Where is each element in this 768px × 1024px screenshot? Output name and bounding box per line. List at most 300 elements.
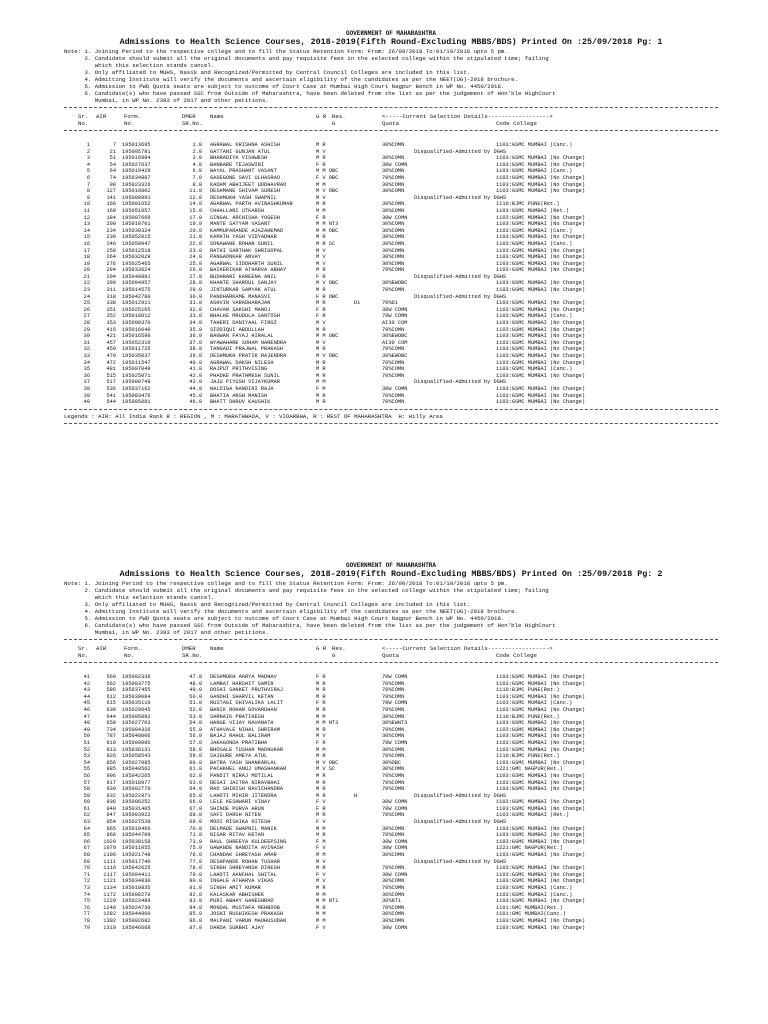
table-row (64, 793, 718, 800)
cell-2: 195002770 (122, 786, 151, 793)
cell-1: 1070 (103, 845, 116, 852)
cell-1: 169 (106, 207, 116, 214)
cell-0: 4 (86, 161, 90, 168)
cell-7: 30%COMN (382, 240, 405, 247)
cell-1: 787 (106, 733, 116, 740)
cell-4: HANGE VIJAY NAVANATH (210, 720, 274, 727)
cell-3: 37.0 (189, 339, 202, 346)
cell-2: 195052319 (122, 339, 151, 346)
header-res: Res. (332, 645, 346, 652)
cell-2: 195034887 (122, 174, 151, 181)
cell-1: 74 (109, 174, 116, 181)
cell-1: 184 (106, 214, 116, 221)
cell-0: 36 (83, 372, 90, 379)
cell-0: 70 (83, 865, 90, 872)
header-form: Form. (124, 645, 142, 652)
cell-8: 1103:GSMC MUMBAI (Canc.) (496, 891, 573, 898)
cell-3: 26.0 (189, 267, 202, 274)
cell-5: M M NT1 (316, 898, 339, 905)
table-row (64, 346, 718, 353)
cell-3: 6.0 (192, 168, 202, 175)
cell-8: 1103:GSMC MUMBAI (No Change) (496, 739, 586, 746)
cell-2: 195009086 (122, 739, 151, 746)
note-text: which this selection stands cancel. (84, 594, 215, 601)
cell-0: 12 (83, 214, 90, 221)
cell-4: DESHMUKH PRATIK RAJENDRA (210, 353, 287, 359)
cell-5: M R (316, 234, 326, 241)
cell-5: F V (316, 799, 326, 806)
table-row (64, 379, 718, 386)
cell-5: F V (316, 819, 326, 826)
cell-0: 30 (83, 333, 90, 340)
cell-5: M R (316, 142, 326, 148)
cell-0: 68 (83, 852, 90, 859)
table-row (64, 261, 718, 268)
cell-4: KADAM ABHIJEET UDDHAVRAO (210, 181, 287, 188)
cell-0: 10 (83, 201, 90, 208)
cell-0: 38 (83, 385, 90, 392)
cell-7: 70%COMN (382, 399, 405, 406)
cell-2: 195002682 (122, 917, 151, 924)
note-text: which this selection stands cancel. (84, 62, 215, 69)
cell-1: 472 (106, 359, 116, 366)
cell-4: GADEGONE SAVI ULHASRAO (210, 174, 280, 181)
table-header (64, 113, 718, 127)
cell-4: SINGAL ARCHISHA YOGESH (210, 214, 280, 221)
cell-8: 1103:GSMC MUMBAI (No Change) (496, 346, 586, 353)
cell-0: 43 (83, 687, 90, 694)
cell-5: M V (316, 194, 326, 201)
cell-0: 2 (86, 148, 90, 155)
cell-7: 30%COMN (382, 155, 405, 162)
cell-7: 30%COMN (382, 221, 405, 228)
cell-4: SINGH AMIT KUMAR (210, 885, 261, 891)
cell-5: M V (316, 733, 326, 740)
cell-1: 415 (106, 326, 116, 333)
cell-8: 1103:GSMC MUMBAI (No Change) (496, 733, 586, 740)
cell-5: M R (316, 372, 326, 379)
cell-5: M R SC (316, 240, 336, 247)
cell-5: F R (316, 700, 326, 707)
cell-1: 481 (106, 366, 116, 373)
cell-2: 195011055 (122, 845, 151, 852)
cell-4: NALDIGA NANDINI RAJA (210, 385, 274, 392)
cell-0: 46 (83, 706, 90, 713)
cell-5: M V (316, 254, 326, 261)
cell-1: 517 (106, 379, 116, 386)
cell-8: 1103:GSMC MUMBAI (No Change) (496, 399, 586, 406)
cell-7: 30W COMN (382, 214, 408, 221)
cell-2: 195042265 (122, 772, 151, 779)
cell-8: 1103:GSMC MUMBAI (Ret.) (496, 812, 570, 819)
cell-0: 66 (83, 838, 90, 845)
table-row (64, 300, 718, 307)
cell-5: M V (316, 878, 326, 885)
header-quota: Quota (382, 652, 400, 659)
government-header: GOVERNMENT OF MAHARASHTRA (345, 30, 436, 37)
cell-8: 1103:GSMC MUMBAI (No Change) (496, 898, 586, 905)
cell-8: 1103:GSMC MUMBAI (No Change) (496, 680, 586, 687)
cell-7: 70%COMN (382, 812, 405, 819)
cell-6: D1 (354, 300, 361, 307)
cell-0: 57 (83, 779, 90, 786)
cell-8: 1103:GSMC MUMBAI (No Change) (496, 726, 586, 733)
cell-0: 1 (86, 142, 90, 148)
note-text: Mumbai, in WP No. 2393 of 2017 and other petitions. (84, 97, 269, 104)
cell-1: 947 (106, 812, 116, 819)
cell-7: 70W COMN (382, 739, 408, 746)
cell-1: 1106 (103, 852, 116, 859)
cell-4: LAMBAT HARSHIT SAMIR (210, 680, 274, 687)
cell-4: KALASKAR ABHISHEK (210, 891, 265, 898)
cell-5: M R (316, 904, 326, 911)
cell-4: PANGAONKAR ANVAY (210, 254, 261, 261)
cell-5: M R (316, 366, 326, 373)
cell-1: 810 (106, 739, 116, 746)
cell-1: 1172 (103, 891, 116, 898)
cell-8: 1103:GSMC MUMBAI (No Change) (496, 852, 586, 859)
cell-1: 264 (106, 254, 116, 261)
cell-4: LAHOTI MIHIR JITENDRA (210, 792, 277, 799)
cell-4: BANBARE TEJASWINI (210, 161, 265, 168)
cell-5: M M OBC (316, 227, 339, 234)
cell-8: 1103:GSMC MUMBAI (No Change) (496, 280, 586, 287)
cell-8: Disqualified-Admitted by DGHS (414, 379, 507, 386)
cell-8: 1103:GSMC MUMBAI (No Change) (496, 917, 586, 924)
cell-1: 917 (106, 779, 116, 786)
note-text: 5. Admission to PWD Quota seats are subject to outcome of Court Case at Mumbai High Court Nagpur Bench in WP No. 4450/2018. (84, 83, 505, 90)
table-row (64, 182, 718, 189)
cell-7: 70%COMN (382, 346, 405, 353)
cell-4: MONDAL MUSTAFA MEHBOOB (210, 904, 280, 911)
cell-1: 21 (109, 148, 116, 155)
cell-8: Disqualified-Admitted by DGHS (414, 858, 507, 865)
cell-1: 421 (106, 333, 116, 340)
cell-2: 195044709 (122, 832, 151, 839)
cell-5: M R (316, 786, 326, 793)
cell-5: M M (316, 181, 326, 188)
cell-3: 56.0 (189, 733, 202, 740)
cell-2: 195037455 (122, 687, 151, 694)
cell-5: M M OBC (316, 333, 339, 340)
note-line (64, 629, 718, 636)
cell-7: 30%COMN (382, 227, 405, 234)
cell-1: 259 (106, 247, 116, 254)
cell-5: M R (316, 155, 326, 162)
cell-3: 11.0 (189, 188, 202, 195)
table-row (64, 832, 718, 839)
header-college: Code College (496, 652, 537, 659)
table-row (64, 885, 718, 892)
cell-0: 51 (83, 739, 90, 746)
cell-0: 60 (83, 799, 90, 806)
table-row (64, 313, 718, 320)
cell-5: F R (316, 674, 326, 680)
cell-8: 1103:GSMC MUMBAI (No Change) (496, 832, 586, 839)
cell-5: M V SC (316, 766, 336, 773)
cell-4: BHATT DHRUV KAUSHIK (210, 399, 271, 406)
table-row (64, 780, 718, 787)
cell-5: M V (316, 320, 326, 327)
cell-7: 30W COMN (382, 871, 408, 878)
table-row (64, 687, 718, 694)
cell-7: 30W COMN (382, 845, 408, 852)
cell-5: M M (316, 746, 326, 753)
cell-8: Disqualified-Admitted by DGHS (414, 273, 507, 280)
cell-0: 55 (83, 766, 90, 773)
cell-0: 17 (83, 247, 90, 254)
cell-2: 195027085 (122, 759, 151, 766)
cell-3: 32.0 (189, 306, 202, 313)
table-row (64, 799, 718, 806)
header-dmer: SR.No. (182, 120, 203, 127)
cell-3: 50.0 (189, 693, 202, 700)
table-row (64, 878, 718, 885)
table-row (64, 208, 718, 215)
cell-3: 42.0 (189, 372, 202, 379)
cell-4: DESHMANE SHIVAM SURESH (210, 188, 280, 195)
header-air: AIR (96, 113, 107, 120)
cell-2: 195002336 (122, 674, 151, 680)
cell-5: M M (316, 379, 326, 386)
cell-5: M M (316, 891, 326, 898)
cell-4: BHARADIYA VISHWESH (210, 155, 268, 162)
cell-0: 75 (83, 898, 90, 905)
cell-7: 30%COMN (382, 825, 405, 832)
cell-5: M R (316, 753, 326, 760)
table-row (64, 859, 718, 866)
cell-6: H (354, 792, 358, 799)
cell-4: CHAVAN SAKSHI MANOJ (210, 306, 271, 313)
cell-2: 195049562 (122, 766, 151, 773)
cell-8: 1103:GSMC MUMBAI (No Change) (496, 181, 586, 188)
cell-2: 195025465 (122, 260, 151, 267)
cell-4: JOSHI RUSHIKESH PRAKASH (210, 911, 284, 918)
table-row (64, 142, 718, 149)
table-row (64, 694, 718, 701)
note-line (64, 55, 718, 62)
cell-1: 1020 (103, 838, 116, 845)
cell-0: 52 (83, 746, 90, 753)
cell-3: 1.0 (192, 142, 202, 148)
cell-5: M R (316, 680, 326, 687)
cell-3: 25.0 (189, 260, 202, 267)
cell-8: Disqualified-Admitted by DGHS (414, 293, 507, 300)
cell-1: 457 (106, 339, 116, 346)
cell-4: BARIK ROHAN GOVARDHAN (210, 706, 277, 713)
cell-3: 46.0 (189, 399, 202, 406)
cell-5: M M (316, 911, 326, 918)
cell-2: 195000370 (122, 320, 151, 327)
cell-4: DESHMUKH YASH SWAPNIL (210, 194, 277, 201)
cell-4: BAIKERIKAR ATHARVA ABHAY (210, 267, 287, 274)
cell-7: 30W COMN (382, 385, 408, 392)
cell-4: JAJU PIYUSH VIJAYKUMAR (210, 379, 280, 386)
cell-5: M R (316, 832, 326, 839)
cell-2: 195004411 (122, 871, 151, 878)
cell-5: M R (316, 300, 326, 307)
table-row (64, 175, 718, 182)
table-row (64, 760, 718, 767)
cell-2: 195004326 (122, 726, 151, 733)
cell-0: 73 (83, 885, 90, 891)
table-row (64, 366, 718, 373)
cell-5: M R (316, 359, 326, 366)
cell-4: JINTURKAR SAMYAK ATUL (210, 287, 277, 294)
cell-2: 195011726 (122, 346, 151, 353)
cell-2: 195058543 (122, 753, 151, 760)
cell-1: 541 (106, 392, 116, 399)
table-row (64, 228, 718, 235)
table-row (64, 280, 718, 287)
cell-3: 41.0 (189, 366, 202, 373)
table-row (64, 773, 718, 780)
cell-3: 3.0 (192, 155, 202, 162)
cell-1: 51 (109, 155, 116, 162)
cell-5: F M (316, 385, 326, 392)
cell-1: 311 (106, 287, 116, 294)
cell-7: 30%COMN (382, 852, 405, 859)
cell-7: 30W COMN (382, 161, 408, 168)
table-row (64, 353, 718, 360)
cell-2: 195018012 (122, 313, 151, 320)
cell-8: 1103:GSMC MUMBAI (No Change) (496, 306, 586, 313)
table-row (64, 307, 718, 314)
cell-5: M V OBC (316, 188, 339, 195)
cell-4: RAUL SHREEYA KULDEEPSING (210, 838, 287, 845)
table-row (64, 201, 718, 208)
cell-8: 1103:GSMC MUMBAI (No Change) (496, 838, 586, 845)
cell-4: GATTANI GUNJAN ATUL (210, 148, 271, 155)
cell-0: 3 (86, 155, 90, 162)
table-row (64, 386, 718, 393)
cell-1: 54 (109, 161, 116, 168)
cell-0: 16 (83, 240, 90, 247)
cell-1: 612 (106, 693, 116, 700)
note-text: 1. Joining Period to the respective college and to fill the Status Retention Form: From: 26/09/2018 To:01/10/2018 upto 5 pm. (84, 580, 508, 587)
table-row (64, 911, 718, 918)
cell-5: F R (316, 306, 326, 313)
header-name: Name (210, 113, 224, 120)
cell-5: M R (316, 885, 326, 891)
cell-5: F R (316, 805, 326, 812)
note-text: 5. Admission to PWD Quota seats are subject to outcome of Court Case at Mumbai High Court Nagpur Bench in WP No. 4450/2018. (84, 615, 505, 622)
cell-7: 30%COMN (382, 142, 405, 148)
cell-0: 71 (83, 871, 90, 878)
cell-0: 34 (83, 359, 90, 366)
cell-3: 36.0 (189, 333, 202, 340)
cell-5: F R OBC (316, 293, 339, 300)
cell-2: 195004957 (122, 280, 151, 287)
cell-4: SHINDE PURVA ARUN (210, 805, 265, 812)
header-res: G (332, 652, 336, 659)
cell-0: 5 (86, 168, 90, 175)
cell-7: 70W COMN (382, 674, 408, 680)
header-sr: Sr. (78, 113, 89, 120)
cell-4: DARDA SURBHI AJAY (210, 924, 265, 931)
cell-0: 65 (83, 832, 90, 839)
cell-1: 1111 (103, 858, 116, 865)
cell-2: 195016984 (122, 155, 151, 162)
cell-7: 30W COMN (382, 306, 408, 313)
cell-8: 1103:GSMC MUMBAI (No Change) (496, 706, 586, 713)
cell-8: Disqualified-Admitted by DGHS (414, 194, 507, 201)
cell-3: 23.0 (189, 247, 202, 254)
cell-1: 1117 (103, 871, 116, 878)
cell-5: F R (316, 313, 326, 320)
cell-0: 50 (83, 733, 90, 740)
cell-8: 1103:GSMC MUMBAI (No Change) (496, 267, 586, 274)
cell-2: 195048006 (122, 733, 151, 740)
cell-2: 195003775 (122, 680, 151, 687)
cell-4: AGRAWAL KRISHNA ASHISH (210, 142, 280, 148)
cell-2: 195042780 (122, 293, 151, 300)
cell-7: 30%COMN (382, 260, 405, 267)
cell-7: 70%COMN (382, 885, 405, 891)
cell-5: M R (316, 865, 326, 872)
table-row (64, 274, 718, 281)
page-title: Admissions to Health Science Courses, 2018-2019(Fifth Round-Excluding MBBS/BDS) Printed On :25/09/2018 Pg: 1 (119, 37, 663, 47)
notes-label: Note: (64, 580, 82, 587)
cell-4: GAWANDE NANDITA AVINASH (210, 845, 284, 852)
table-row (64, 221, 718, 228)
cell-5: F R (316, 214, 326, 221)
cell-3: 31.0 (189, 300, 202, 307)
table-row (64, 340, 718, 347)
cell-2: 195031405 (122, 805, 151, 812)
cell-2: 195014575 (122, 287, 151, 294)
cell-8: 1103:GSMC MUMBAI (Canc.) (496, 227, 573, 234)
table-row (64, 149, 718, 156)
cell-7: 30%EWOBC (382, 353, 408, 359)
cell-4: KHANTE SHARDUL SANJAY (210, 280, 277, 287)
cell-8: 1103:GSMC MUMBAI (No Change) (496, 188, 586, 195)
cell-0: 24 (83, 293, 90, 300)
cell-4: TANGADI PRAJWAL PRAKASH (210, 346, 284, 353)
cell-2: 195005092 (122, 713, 151, 720)
cell-4: WYAWAHARE SOHAM NARENDRA (210, 339, 287, 346)
note-line (64, 615, 718, 622)
table-row (64, 819, 718, 826)
cell-7: 30%COMN (382, 234, 405, 241)
cell-2: 195016598 (122, 333, 151, 340)
cell-7: AI30 COM (382, 320, 408, 327)
header-current-selection: <-----Current Selection Details------------------> (382, 645, 553, 652)
cell-1: 615 (106, 700, 116, 707)
cell-8: 1103:GSMC MUMBAI (No Change) (496, 300, 586, 307)
cell-3: 22.0 (189, 240, 202, 247)
cell-4: DOSHI SANKET PRUTHVIRAJ (210, 687, 284, 694)
cell-2: 195023489 (122, 898, 151, 905)
cell-1: 536 (106, 385, 116, 392)
cell-4: MANTE SATYAM VASANT (210, 221, 271, 228)
cell-7: 70%COMN (382, 174, 405, 181)
header-res: Res. (332, 113, 346, 120)
cell-3: 19.0 (189, 221, 202, 228)
header-form: No. (124, 652, 135, 659)
cell-5: M R (316, 706, 326, 713)
divider (64, 130, 718, 131)
cell-4: BAJAJ RAHUL BALIRAM (210, 733, 271, 740)
table-row (64, 872, 718, 879)
merit-list-page-2 (64, 562, 718, 931)
cell-2: 195025071 (122, 372, 151, 379)
cell-3: 35.0 (189, 326, 202, 333)
cell-0: 74 (83, 891, 90, 898)
table-row (64, 865, 718, 872)
cell-0: 18 (83, 254, 90, 261)
header-sr: No. (78, 120, 89, 127)
